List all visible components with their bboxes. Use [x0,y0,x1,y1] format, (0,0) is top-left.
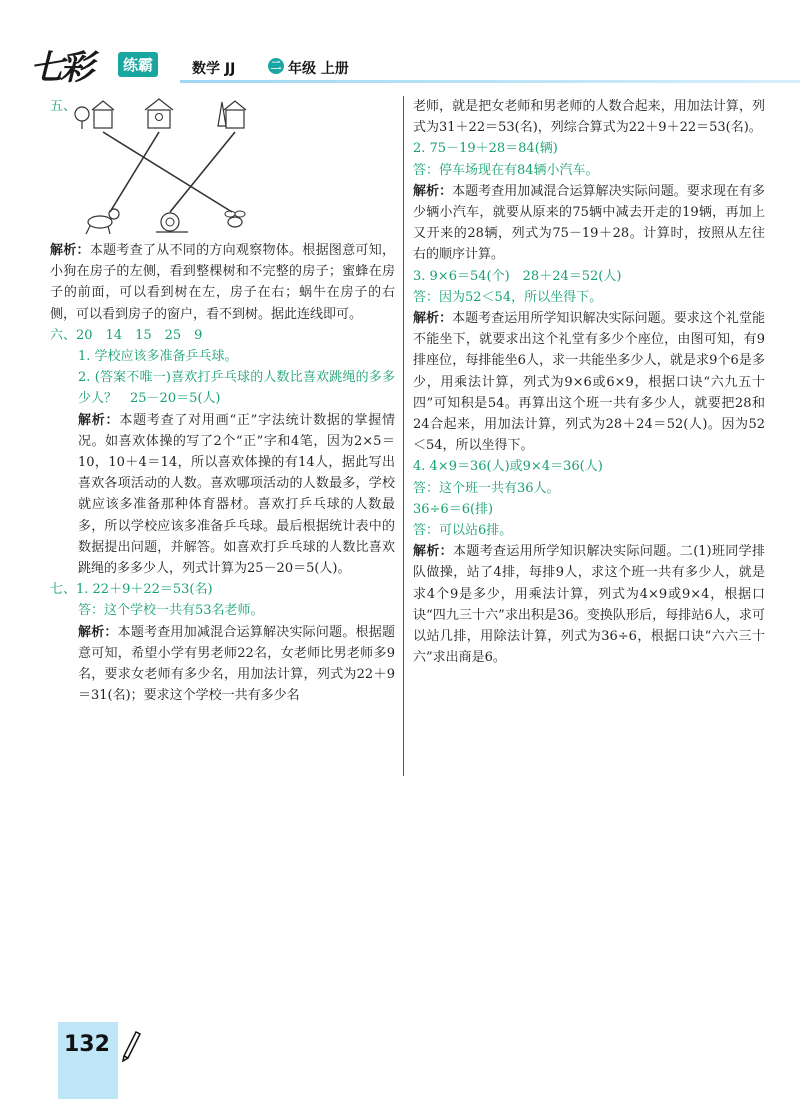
tree-house-right-icon [218,101,246,128]
house-front-icon [145,99,173,128]
analysis-label: 解析： [50,243,90,258]
page-number: 132 [64,1032,110,1057]
analysis-label: 解析： [413,544,454,560]
snail-icon [156,213,188,232]
answer-line: 答：这个学校一共有53名老师。 [78,603,264,619]
page-header [0,0,800,100]
answer-line: 答：因为52＜54，所以坐得下。 [413,289,603,305]
section-6-answers: 六、20 14 15 25 9 [50,327,203,343]
analysis-paragraph: 解析：本题考查用加减混合运算解决实际问题。根据题意可知，希望小学有男老师22名，女老师比男老师多9名，要求女老师有多少名，用加法计算，列式为22＋9＝31(名)；要求这个学校一共有多少名 [78,624,395,704]
dog-icon [86,209,119,234]
observation-diagram [50,96,395,240]
analysis-paragraph: 解析：本题考查了从不同的方向观察物体。根据图意可知，小狗在房子的左侧，看到整棵树和不完整的房子；蜜蜂在房子的前面，可以看到树在左，房子在右；蜗牛在房子的右侧，可以看到房子的窗户，看不到树。据此连线即可。 [50,243,395,322]
analysis-label: 解析： [78,624,118,640]
analysis-label: 解析： [78,412,120,428]
analysis-paragraph: 解析：本题考查了对用画“正”字法统计数据的掌握情况。如喜欢体操的写了2个“正”字和4笔，因为2×5＝10，10＋4＝14，所以喜欢体操的有14人，据此写出喜欢各项活动的人数。喜欢哪项活动的人数最多，学校就应该多准备那种体育器材。喜欢打乒乓球的人数最多，所以学校应该多准备乒乓球。最后根据统计表中的数据提出问题，并解答。如喜欢打乒乓球的人数比喜欢跳绳的多多少人，列式计算为25－20＝5(人)。 [78,412,395,577]
analysis-paragraph: 解析：本题考查运用所学知识解决实际问题。要求这个礼堂能不能坐下，就要求出这个礼堂有多少个座位，由图可知，有9排座位，每排能坐6人，求一共能坐多少人，就是求9个6是多少，用乘法计算，列式为9×6或6×9，根据口诀“六九五十四”可知积是54。再算出这个班一共有多少人，就要把28和24合起来，用加法计算，列式为28＋24＝52(人)。因为52＜54，所以坐得下。 [413,311,765,454]
pencil-icon [118,1026,142,1062]
answer-line: 4. 4×9＝36(人)或9×4＝36(人) [413,459,603,475]
answer-line: 2. (答案不唯一)喜欢打乒乓球的人数比喜欢跳绳的多多少人？ 25－20＝5(人) [78,370,395,407]
grade-number-badge: 二 [268,58,284,74]
answer-line: 36÷6＝6(排) [413,501,494,517]
analysis-paragraph: 解析：本题考查用加减混合运算解决实际问题。要求现在有多少辆小汽车，就要从原来的75辆中减去开走的19辆，再加上又开来的28辆，列式为75－19＋28。计算时，按照从左往右的顺序计算。 [413,183,765,263]
tree-house-left-icon [75,101,114,129]
answer-line: 2. 75－19＋28＝84(辆) [413,141,558,157]
analysis-paragraph: 解析：本题考查运用所学知识解决实际问题。二(1)班同学排队做操，站了4排，每排9人，求这个班一共有多少人，就是求4个9是多少，用乘法计算，列式为4×9或9×4，根据口诀“四九三十六”求出积是36。变换队形后，每排站6人，求可以站几排，用除法计算，列式为36÷6，根据口诀“六六三十六”求出商是6。 [413,544,765,666]
column-divider [403,96,404,776]
section-5-label: 五、 [50,99,77,114]
bee-icon [225,211,245,227]
subject-label: 数学 JJ [192,61,236,77]
section-7-answer: 七、1. 22＋9＋22＝53(名) [50,582,213,598]
header-rule [180,80,800,83]
answer-line: 答：这个班一共有36人。 [413,480,560,496]
answer-line: 答：可以站6排。 [413,523,513,539]
analysis-continuation: 老师，就是把女老师和男老师的人数合起来，用加法计算，列式为31＋22＝53(名)，列综合算式为22＋9＋22＝53(名)。 [413,99,765,136]
answer-line: 3. 9×6＝54(个) 28＋24＝52(人) [413,268,622,284]
analysis-label: 解析： [413,183,453,199]
logo-badge: 练霸 [118,52,158,77]
matching-lines-figure [70,96,310,240]
left-column [50,96,395,706]
grade-label: 年级 上册 [288,61,349,77]
answer-line: 答：停车场现在有84辆小汽车。 [413,162,599,178]
analysis-label: 解析： [413,311,453,327]
logo-text: 七彩 [30,48,90,88]
right-column [413,96,765,668]
answer-line: 1. 学校应该多准备乒乓球。 [78,349,238,365]
